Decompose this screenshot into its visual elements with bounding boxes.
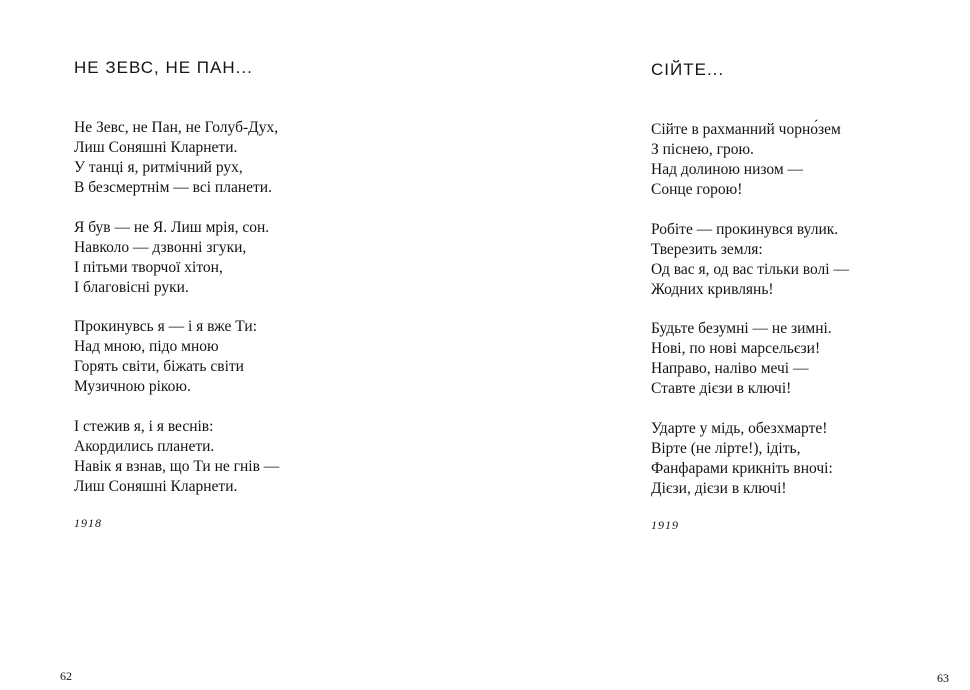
poem-line: І стежив я, і я веснів:	[74, 417, 214, 435]
stanza	[651, 220, 849, 300]
poem-line: В безсмертнім — всі планети.	[74, 179, 272, 196]
poem-line: Музичною рікою.	[74, 378, 191, 395]
poem-line: Навік я взнав, що Ти не гнів —	[74, 457, 280, 475]
poem-body	[74, 118, 279, 516]
poem-line: Над долиною низом —	[651, 161, 804, 178]
poem-line: Робіте — прокинувся вулик.	[651, 220, 839, 238]
right-page	[485, 0, 970, 690]
poem-line: І благовісні руки.	[74, 278, 189, 296]
poem-title: СІЙТЕ...	[651, 60, 725, 79]
poem-title: НЕ ЗЕВС, НЕ ПАН...	[74, 58, 253, 77]
poem-line: І пітьми творчої хітон,	[74, 258, 223, 276]
poem-line: Направо, наліво мечі —	[651, 360, 809, 377]
poem-line: З піснею, грою.	[651, 141, 754, 158]
poem-body	[651, 120, 849, 518]
stanza	[74, 118, 279, 198]
poem-line: У танці я, ритмічний рух,	[74, 159, 243, 176]
poem-line: Не Зевс, не Пан, не Голуб-Дух,	[74, 119, 279, 136]
poem-line: Лиш Соняшні Кларнети.	[74, 477, 238, 495]
poem-line: Горять світи, біжать світи	[74, 358, 244, 375]
stanza	[651, 319, 849, 399]
page-number: 63	[937, 671, 949, 685]
poem-line: Лиш Соняшні Кларнети.	[74, 139, 238, 156]
stanza	[651, 419, 849, 499]
page-number: 62	[60, 669, 72, 683]
poem-line: Вірте (не лірте!), ідіть,	[651, 439, 801, 457]
poem-line: Прокинувсь я — і я вже Ти:	[74, 318, 257, 335]
poem-line: Дієзи, дієзи в ключі!	[651, 479, 787, 497]
stanza	[74, 417, 279, 497]
poem-line: Ударте у мідь, обезхмарте!	[651, 419, 828, 437]
poem-line: Я був — не Я. Лиш мрія, сон.	[74, 218, 270, 236]
poem-line: Фанфарами крикніть вночі:	[651, 459, 833, 477]
poem-line: Жодних кривлянь!	[651, 280, 774, 298]
stanza	[651, 120, 849, 200]
poem-line: Нові, по нові марсельєзи!	[651, 340, 821, 357]
poem-line: Сонце горою!	[651, 181, 743, 198]
poem-line: Од вас я, од вас тільки волі —	[651, 260, 849, 278]
poem-date: 1919	[651, 518, 679, 532]
poem-line: Над мною, підо мною	[74, 338, 219, 355]
poem-line: Акордились планети.	[74, 437, 215, 455]
poem-line: Будьте безумні — не зимні.	[651, 320, 832, 337]
poem-line: Навколо — дзвонні згуки,	[74, 238, 247, 256]
poem-line: Сійте в рахманний чорно́зем	[651, 121, 841, 138]
poem-date: 1918	[74, 516, 102, 530]
stanza	[74, 317, 279, 397]
poem-line: Тверезить земля:	[651, 240, 763, 258]
stanza	[74, 218, 279, 298]
poem-line: Ставте дієзи в ключі!	[651, 380, 792, 397]
